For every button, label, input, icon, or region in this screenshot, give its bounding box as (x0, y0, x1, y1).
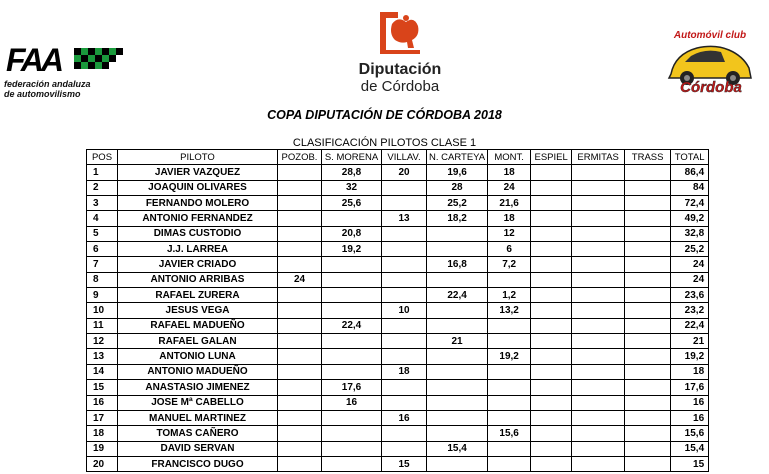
cell-mont (488, 334, 531, 349)
cell-pozob (278, 364, 322, 379)
cell-total: 17,6 (671, 380, 709, 395)
cell-trass (625, 380, 671, 395)
col-header-mont: MONT. (488, 150, 531, 165)
cell-smorena: 22,4 (322, 318, 382, 333)
cell-ermitas (572, 226, 625, 241)
cell-pozob (278, 257, 322, 272)
cell-piloto: RAFAEL ZURERA (118, 288, 278, 303)
cell-pos: 17 (87, 410, 118, 425)
table-row (87, 456, 709, 471)
cell-pos: 19 (87, 441, 118, 456)
cell-espiel (531, 211, 572, 226)
cell-villav: 16 (382, 410, 427, 425)
cell-mont: 18 (488, 165, 531, 180)
cell-pos: 20 (87, 456, 118, 471)
cell-ncarteya: 19,6 (427, 165, 488, 180)
cell-villav: 15 (382, 456, 427, 471)
classification-subtitle: CLASIFICACIÓN PILOTOS CLASE 1 (292, 137, 477, 149)
cell-mont: 18 (488, 211, 531, 226)
cell-villav: 20 (382, 165, 427, 180)
cell-mont: 15,6 (488, 426, 531, 441)
cell-ncarteya: 28 (427, 180, 488, 195)
cell-mont: 21,6 (488, 196, 531, 211)
cell-trass (625, 441, 671, 456)
cell-smorena (322, 288, 382, 303)
cell-pos: 13 (87, 349, 118, 364)
faa-logo (4, 44, 126, 99)
cell-total: 72,4 (671, 196, 709, 211)
cell-villav (382, 441, 427, 456)
cell-piloto: TOMAS CAÑERO (118, 426, 278, 441)
cell-villav (382, 334, 427, 349)
cell-espiel (531, 456, 572, 471)
col-header-espiel: ESPIEL (531, 150, 572, 165)
automovil-club-text: Automóvil club (673, 30, 747, 41)
cell-piloto: JESUS VEGA (118, 303, 278, 318)
table-row (87, 426, 709, 441)
cell-trass (625, 364, 671, 379)
col-header-piloto: PILOTO (118, 150, 278, 165)
cell-ncarteya: 25,2 (427, 196, 488, 211)
cell-trass (625, 303, 671, 318)
cell-villav (382, 272, 427, 287)
cell-pozob (278, 242, 322, 257)
cell-pozob: 24 (278, 272, 322, 287)
cell-ncarteya: 15,4 (427, 441, 488, 456)
cell-ncarteya (427, 272, 488, 287)
table-row (87, 395, 709, 410)
cell-ermitas (572, 410, 625, 425)
table-row (87, 257, 709, 272)
cell-ncarteya (427, 349, 488, 364)
cell-total: 49,2 (671, 211, 709, 226)
cell-ncarteya: 22,4 (427, 288, 488, 303)
diputacion-name: Diputación (358, 61, 442, 78)
cell-ncarteya (427, 426, 488, 441)
cell-mont (488, 364, 531, 379)
cell-villav (382, 395, 427, 410)
cell-pozob (278, 410, 322, 425)
cell-total: 18 (671, 364, 709, 379)
cell-trass (625, 410, 671, 425)
cell-total: 16 (671, 395, 709, 410)
cell-mont (488, 318, 531, 333)
cell-espiel (531, 257, 572, 272)
table-row (87, 165, 709, 180)
automovil-club-city: Córdoba (680, 79, 742, 96)
table-row (87, 196, 709, 211)
cell-smorena (322, 426, 382, 441)
cell-trass (625, 288, 671, 303)
cell-smorena (322, 441, 382, 456)
cell-total: 16 (671, 410, 709, 425)
cell-trass (625, 226, 671, 241)
cell-pos: 10 (87, 303, 118, 318)
cell-pozob (278, 334, 322, 349)
table-row (87, 180, 709, 195)
cell-pos: 5 (87, 226, 118, 241)
faa-logo-mark (4, 44, 126, 74)
cell-villav: 13 (382, 211, 427, 226)
cell-mont (488, 380, 531, 395)
cell-pozob (278, 456, 322, 471)
cell-smorena: 28,8 (322, 165, 382, 180)
cell-pos: 6 (87, 242, 118, 257)
cell-smorena (322, 334, 382, 349)
cell-trass (625, 456, 671, 471)
cell-pos: 8 (87, 272, 118, 287)
cell-pos: 11 (87, 318, 118, 333)
cell-espiel (531, 288, 572, 303)
cell-total: 24 (671, 272, 709, 287)
cell-ermitas (572, 180, 625, 195)
cell-espiel (531, 272, 572, 287)
cell-mont (488, 456, 531, 471)
cell-ncarteya (427, 303, 488, 318)
cell-trass (625, 165, 671, 180)
cell-ermitas (572, 165, 625, 180)
cell-ncarteya: 18,2 (427, 211, 488, 226)
faa-subtitle-2: de automovilismo (4, 89, 81, 99)
table-row (87, 441, 709, 456)
cell-ncarteya (427, 242, 488, 257)
table-header-row (87, 150, 709, 165)
cell-espiel (531, 226, 572, 241)
cell-espiel (531, 303, 572, 318)
cell-total: 15,4 (671, 441, 709, 456)
cell-smorena (322, 364, 382, 379)
cell-mont (488, 272, 531, 287)
cell-piloto: FRANCISCO DUGO (118, 456, 278, 471)
cell-pozob (278, 165, 322, 180)
cell-pos: 12 (87, 334, 118, 349)
cell-smorena (322, 257, 382, 272)
cell-trass (625, 426, 671, 441)
cell-espiel (531, 380, 572, 395)
table-row (87, 272, 709, 287)
cell-piloto: JOAQUIN OLIVARES (118, 180, 278, 195)
col-header-pos: POS (87, 150, 118, 165)
cell-smorena (322, 456, 382, 471)
cell-smorena (322, 211, 382, 226)
cell-espiel (531, 242, 572, 257)
cell-ermitas (572, 426, 625, 441)
cell-smorena: 17,6 (322, 380, 382, 395)
cell-pozob (278, 380, 322, 395)
cell-total: 25,2 (671, 242, 709, 257)
cell-ermitas (572, 364, 625, 379)
diputacion-emblem-icon (376, 10, 424, 54)
cell-espiel (531, 180, 572, 195)
cell-smorena (322, 303, 382, 318)
table-row (87, 380, 709, 395)
cell-piloto: JOSE Mª CABELLO (118, 395, 278, 410)
cell-mont: 12 (488, 226, 531, 241)
cell-total: 15,6 (671, 426, 709, 441)
cell-total: 86,4 (671, 165, 709, 180)
cell-espiel (531, 395, 572, 410)
cell-villav: 10 (382, 303, 427, 318)
faa-subtitle-1: federación andaluza (4, 79, 91, 89)
cell-trass (625, 180, 671, 195)
cell-espiel (531, 318, 572, 333)
cell-smorena: 25,6 (322, 196, 382, 211)
automovil-club-car-icon (665, 26, 755, 96)
cell-total: 22,4 (671, 318, 709, 333)
cell-pozob (278, 426, 322, 441)
cell-espiel (531, 349, 572, 364)
table-row (87, 349, 709, 364)
cell-trass (625, 242, 671, 257)
cell-ermitas (572, 303, 625, 318)
cell-pos: 4 (87, 211, 118, 226)
cell-ermitas (572, 380, 625, 395)
cell-villav (382, 226, 427, 241)
cell-pozob (278, 288, 322, 303)
cell-villav (382, 257, 427, 272)
col-header-ncarteya: N. CARTEYA (427, 150, 488, 165)
cell-total: 19,2 (671, 349, 709, 364)
cell-villav (382, 426, 427, 441)
cell-piloto: ANTONIO LUNA (118, 349, 278, 364)
cell-villav (382, 242, 427, 257)
cell-ermitas (572, 257, 625, 272)
cell-total: 15 (671, 456, 709, 471)
cell-smorena: 19,2 (322, 242, 382, 257)
table-row (87, 364, 709, 379)
cell-piloto: JAVIER CRIADO (118, 257, 278, 272)
cell-smorena (322, 410, 382, 425)
cell-total: 32,8 (671, 226, 709, 241)
cell-espiel (531, 334, 572, 349)
cell-mont (488, 395, 531, 410)
col-header-pozob: POZOB. (278, 150, 322, 165)
cell-espiel (531, 441, 572, 456)
cell-smorena: 16 (322, 395, 382, 410)
col-header-total: TOTAL (671, 150, 709, 165)
cell-total: 24 (671, 257, 709, 272)
cell-piloto: JAVIER VAZQUEZ (118, 165, 278, 180)
cell-trass (625, 334, 671, 349)
cell-ncarteya (427, 380, 488, 395)
table-row (87, 318, 709, 333)
cell-trass (625, 211, 671, 226)
cell-pos: 3 (87, 196, 118, 211)
table-row (87, 288, 709, 303)
cell-total: 23,2 (671, 303, 709, 318)
cell-pos: 1 (87, 165, 118, 180)
cell-ncarteya: 21 (427, 334, 488, 349)
cell-total: 23,6 (671, 288, 709, 303)
cell-pos: 15 (87, 380, 118, 395)
table-row (87, 226, 709, 241)
faa-logo-text: FAA (6, 44, 61, 74)
col-header-villav: VILLAV. (382, 150, 427, 165)
cell-smorena: 20,8 (322, 226, 382, 241)
cell-piloto: ANASTASIO JIMENEZ (118, 380, 278, 395)
cell-ncarteya: 16,8 (427, 257, 488, 272)
table-row (87, 211, 709, 226)
cell-pos: 9 (87, 288, 118, 303)
cell-mont (488, 410, 531, 425)
cell-pozob (278, 196, 322, 211)
diputacion-logo (350, 10, 450, 95)
cell-villav: 18 (382, 364, 427, 379)
cell-pos: 18 (87, 426, 118, 441)
cell-ermitas (572, 242, 625, 257)
cell-mont: 7,2 (488, 257, 531, 272)
table-row (87, 334, 709, 349)
cell-espiel (531, 165, 572, 180)
page-title: COPA DIPUTACIÓN DE CÓRDOBA 2018 (267, 108, 502, 122)
table-row (87, 410, 709, 425)
cell-trass (625, 257, 671, 272)
cell-villav (382, 288, 427, 303)
cell-mont: 6 (488, 242, 531, 257)
cell-espiel (531, 426, 572, 441)
cell-ermitas (572, 334, 625, 349)
cell-pozob (278, 395, 322, 410)
cell-pozob (278, 303, 322, 318)
cell-villav (382, 380, 427, 395)
cell-trass (625, 272, 671, 287)
cell-pozob (278, 180, 322, 195)
cell-total: 84 (671, 180, 709, 195)
cell-pozob (278, 441, 322, 456)
cell-piloto: DAVID SERVAN (118, 441, 278, 456)
cell-ermitas (572, 395, 625, 410)
cell-villav (382, 318, 427, 333)
cell-villav (382, 180, 427, 195)
cell-espiel (531, 196, 572, 211)
cell-ncarteya (427, 456, 488, 471)
cell-villav (382, 196, 427, 211)
cell-ermitas (572, 349, 625, 364)
cell-total: 21 (671, 334, 709, 349)
cell-pos: 7 (87, 257, 118, 272)
cell-piloto: MANUEL MARTINEZ (118, 410, 278, 425)
cell-piloto: ANTONIO FERNANDEZ (118, 211, 278, 226)
cell-piloto: ANTONIO MADUEÑO (118, 364, 278, 379)
col-header-trass: TRASS (625, 150, 671, 165)
table-row (87, 303, 709, 318)
cell-ncarteya (427, 226, 488, 241)
cell-mont: 13,2 (488, 303, 531, 318)
cell-piloto: DIMAS CUSTODIO (118, 226, 278, 241)
cell-piloto: FERNANDO MOLERO (118, 196, 278, 211)
cell-ncarteya (427, 395, 488, 410)
cell-mont: 1,2 (488, 288, 531, 303)
cell-espiel (531, 410, 572, 425)
cell-espiel (531, 364, 572, 379)
cell-smorena (322, 272, 382, 287)
col-header-ermitas: ERMITAS (572, 150, 625, 165)
cell-piloto: RAFAEL MADUEÑO (118, 318, 278, 333)
cell-piloto: ANTONIO ARRIBAS (118, 272, 278, 287)
col-header-smorena: S. MORENA (322, 150, 382, 165)
cell-ermitas (572, 456, 625, 471)
cell-ncarteya (427, 318, 488, 333)
cell-trass (625, 318, 671, 333)
cell-ermitas (572, 288, 625, 303)
table-row (87, 242, 709, 257)
cell-trass (625, 196, 671, 211)
cell-mont: 19,2 (488, 349, 531, 364)
cell-ncarteya (427, 410, 488, 425)
cell-ermitas (572, 272, 625, 287)
cell-pozob (278, 211, 322, 226)
cell-smorena (322, 349, 382, 364)
cell-mont: 24 (488, 180, 531, 195)
cell-pozob (278, 349, 322, 364)
cell-smorena: 32 (322, 180, 382, 195)
cell-pozob (278, 226, 322, 241)
cell-ermitas (572, 441, 625, 456)
cell-trass (625, 349, 671, 364)
cell-ermitas (572, 211, 625, 226)
cell-pozob (278, 318, 322, 333)
cell-pos: 2 (87, 180, 118, 195)
results-table (86, 149, 709, 472)
cell-pos: 14 (87, 364, 118, 379)
diputacion-subtitle: de Córdoba (360, 78, 440, 95)
cell-piloto: RAFAEL GALAN (118, 334, 278, 349)
cell-ncarteya (427, 364, 488, 379)
cell-ermitas (572, 196, 625, 211)
cell-ermitas (572, 318, 625, 333)
cell-piloto: J.J. LARREA (118, 242, 278, 257)
cell-mont (488, 441, 531, 456)
cell-pos: 16 (87, 395, 118, 410)
automovil-club-logo (665, 26, 755, 96)
cell-villav (382, 349, 427, 364)
cell-trass (625, 395, 671, 410)
